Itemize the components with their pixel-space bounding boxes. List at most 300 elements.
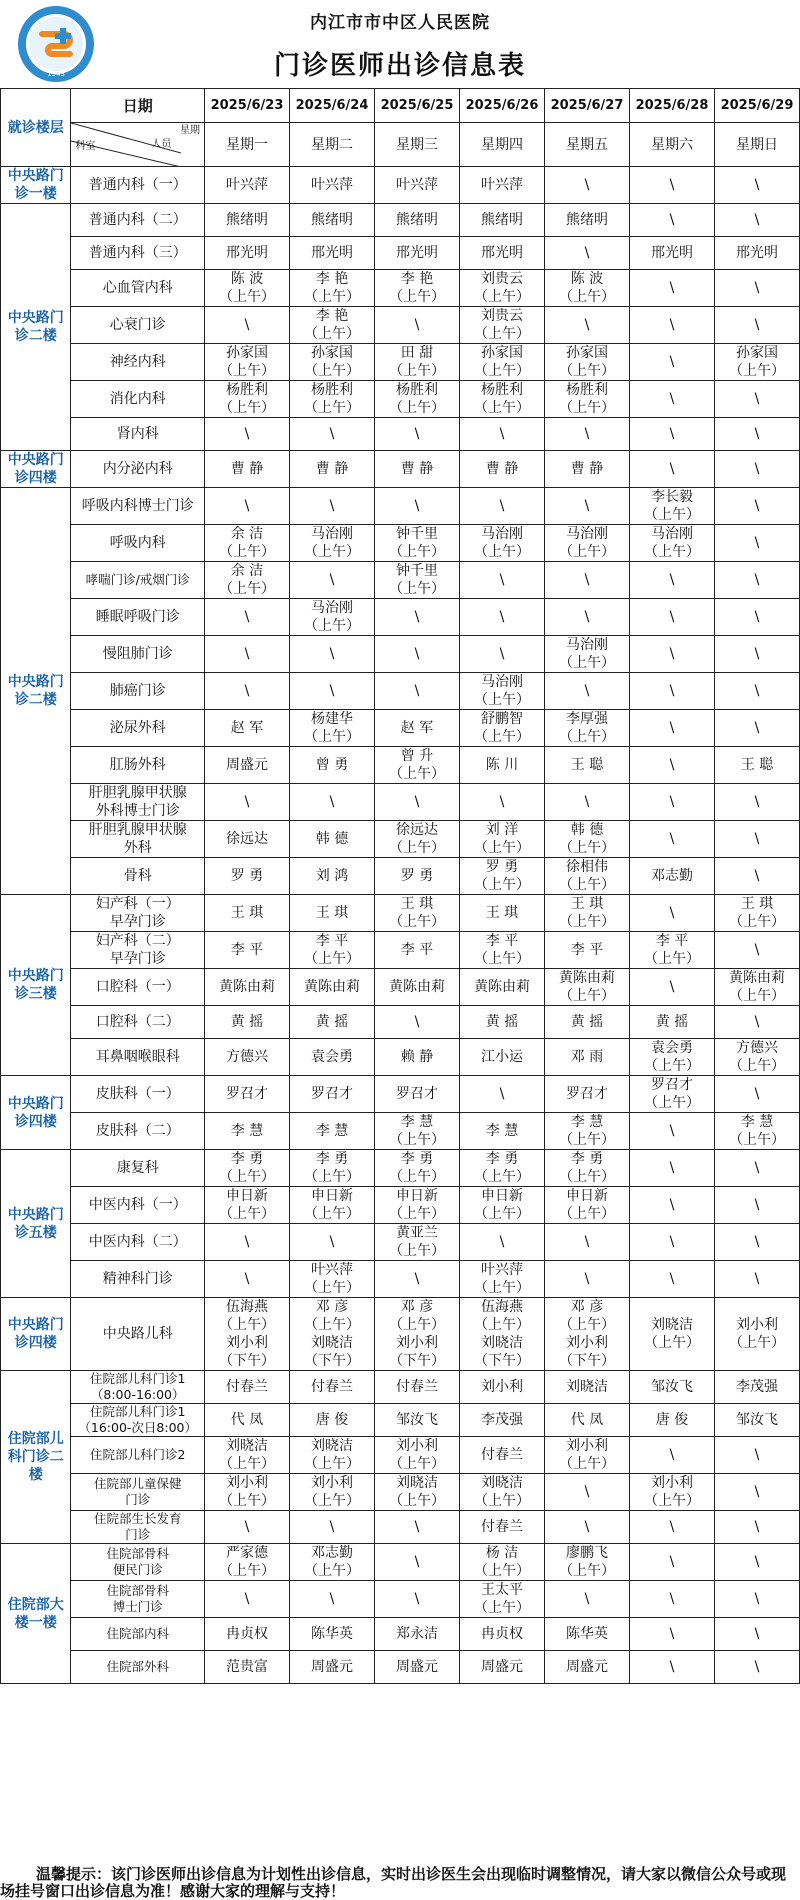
schedule-row [1, 1618, 800, 1651]
doctor-cell: 邢光明 [459, 237, 544, 270]
doctor-cell: \ [459, 784, 544, 821]
floor-cell: 住院部大楼一楼 [1, 1544, 71, 1684]
doctor-cell: \ [714, 858, 799, 895]
doctor-cell: 邢光明 [629, 237, 714, 270]
doctor-cell: 刘晓洁 （上午） [289, 1437, 374, 1474]
department-cell: 住院部儿科门诊2 [71, 1437, 205, 1474]
schedule-row [1, 747, 800, 784]
doctor-cell: \ [459, 1224, 544, 1261]
doctor-cell: 李 平 （上午） [459, 932, 544, 969]
doctor-cell: 孙家国 （上午） [544, 344, 629, 381]
doctor-cell: \ [289, 784, 374, 821]
doctor-cell: \ [629, 1511, 714, 1544]
doctor-cell: \ [289, 488, 374, 525]
doctor-cell: 黄陈由莉 （上午） [714, 969, 799, 1006]
doctor-cell: \ [289, 562, 374, 599]
schedule-row [1, 636, 800, 673]
doctor-cell: 陈华英 [289, 1618, 374, 1651]
schedule-row [1, 858, 800, 895]
weekday-axis-label: 星期 [179, 125, 200, 136]
department-cell: 住院部骨科 博士门诊 [71, 1581, 205, 1618]
doctor-cell: 黄陈由莉 [374, 969, 459, 1006]
doctor-cell: \ [714, 636, 799, 673]
doctor-cell: \ [714, 307, 799, 344]
doctor-cell: 杨胜利 （上午） [459, 381, 544, 418]
doctor-cell: \ [629, 204, 714, 237]
doctor-cell: 李 勇 （上午） [374, 1150, 459, 1187]
doctor-cell: 代 凤 [204, 1404, 289, 1437]
schedule-row [1, 1371, 800, 1404]
doctor-cell: 李 艳 （上午） [289, 270, 374, 307]
doctor-cell: \ [714, 381, 799, 418]
doctor-cell: 马治刚 （上午） [629, 525, 714, 562]
doctor-cell: 熊绪明 [459, 204, 544, 237]
doctor-cell: 李 平 [204, 932, 289, 969]
department-cell: 肛肠外科 [71, 747, 205, 784]
doctor-cell: 付春兰 [459, 1437, 544, 1474]
department-cell: 住院部儿科门诊1 （16:00-次日8:00） [71, 1404, 205, 1437]
date-header: 2025/6/29 [714, 89, 799, 123]
department-cell: 泌尿外科 [71, 710, 205, 747]
doctor-cell: 刘小利 （上午） [714, 1298, 799, 1371]
doctor-cell: 李 慧 （上午） [544, 1113, 629, 1150]
doctor-cell: 刘贵云 （上午） [459, 307, 544, 344]
doctor-cell: \ [714, 673, 799, 710]
doctor-cell: \ [714, 1651, 799, 1684]
date-header: 2025/6/23 [204, 89, 289, 123]
doctor-cell: 邓 彦 （上午） 刘晓洁 （下午） [289, 1298, 374, 1371]
doctor-cell: \ [544, 562, 629, 599]
schedule-row [1, 270, 800, 307]
doctor-cell: \ [629, 1261, 714, 1298]
doctor-cell: \ [714, 784, 799, 821]
weekday-header: 星期六 [629, 123, 714, 167]
doctor-cell: \ [629, 1437, 714, 1474]
department-cell: 口腔科（一） [71, 969, 205, 1006]
doctor-cell: 刘小利 （上午） [289, 1474, 374, 1511]
doctor-cell: 韩 德 （上午） [544, 821, 629, 858]
doctor-cell: \ [544, 418, 629, 451]
doctor-cell: \ [374, 636, 459, 673]
schedule-row [1, 237, 800, 270]
doctor-cell: 严家德 （上午） [204, 1544, 289, 1581]
doctor-cell: 马治刚 （上午） [289, 599, 374, 636]
doctor-cell: \ [714, 418, 799, 451]
doctor-cell: \ [374, 1511, 459, 1544]
doctor-cell: 刘小利 （上午） [544, 1437, 629, 1474]
doctor-cell: 郑永洁 [374, 1618, 459, 1651]
department-cell: 慢阻肺门诊 [71, 636, 205, 673]
doctor-cell: 陈 波 （上午） [204, 270, 289, 307]
doctor-cell: 冉贞权 [204, 1618, 289, 1651]
doctor-cell: 李 平 [374, 932, 459, 969]
doctor-cell: \ [289, 418, 374, 451]
doctor-cell: 曹 静 [289, 451, 374, 488]
department-cell: 住院部骨科 便民门诊 [71, 1544, 205, 1581]
doctor-cell: 叶兴萍 [289, 167, 374, 204]
doctor-cell: 叶兴萍 （上午） [289, 1261, 374, 1298]
doctor-cell: 刘 鸿 [289, 858, 374, 895]
doctor-cell: 曹 静 [204, 451, 289, 488]
doctor-cell: 付春兰 [459, 1511, 544, 1544]
doctor-cell: \ [714, 599, 799, 636]
doctor-cell: \ [714, 1544, 799, 1581]
department-cell: 骨科 [71, 858, 205, 895]
doctor-cell: 方德兴 （上午） [714, 1039, 799, 1076]
doctor-cell: \ [289, 636, 374, 673]
doctor-cell: 王 聪 [714, 747, 799, 784]
doctor-cell: 邢光明 [204, 237, 289, 270]
doctor-cell: 舒鹏智 （上午） [459, 710, 544, 747]
doctor-cell: 黄 摇 [459, 1006, 544, 1039]
doctor-cell: \ [629, 562, 714, 599]
department-cell: 皮肤科（一） [71, 1076, 205, 1113]
doctor-cell: \ [544, 1224, 629, 1261]
department-cell: 普通内科（二） [71, 204, 205, 237]
doctor-cell: \ [714, 270, 799, 307]
doctor-cell: 杨胜利 （上午） [289, 381, 374, 418]
doctor-cell: 马治刚 （上午） [544, 636, 629, 673]
doctor-cell: 王太平 （上午） [459, 1581, 544, 1618]
doctor-cell: \ [544, 673, 629, 710]
doctor-cell: \ [714, 1261, 799, 1298]
doctor-cell: 邢光明 [374, 237, 459, 270]
doctor-cell: 曾 勇 [289, 747, 374, 784]
doctor-cell: \ [629, 1651, 714, 1684]
doctor-cell: \ [544, 784, 629, 821]
floor-column-header: 就诊楼层 [1, 89, 71, 167]
doctor-cell: \ [374, 1544, 459, 1581]
doctor-cell: 邓 彦 （上午） 刘小利 （下午） [374, 1298, 459, 1371]
doctor-cell: 刘晓洁 （上午） [459, 1474, 544, 1511]
doctor-cell: 刘贵云 （上午） [459, 270, 544, 307]
doctor-cell: 申日新 （上午） [204, 1187, 289, 1224]
doctor-cell: 李 平 [544, 932, 629, 969]
weekday-header: 星期一 [204, 123, 289, 167]
doctor-cell: 申日新 （上午） [544, 1187, 629, 1224]
doctor-cell: 唐 俊 [289, 1404, 374, 1437]
diagonal-header-cell [71, 123, 205, 167]
doctor-cell: 周盛元 [289, 1651, 374, 1684]
schedule-row [1, 1224, 800, 1261]
department-cell: 精神科门诊 [71, 1261, 205, 1298]
doctor-cell: 申日新 （上午） [289, 1187, 374, 1224]
staff-axis-label: 人员 [151, 139, 172, 150]
doctor-cell: 伍海燕 （上午） 刘小利 （下午） [204, 1298, 289, 1371]
doctor-cell: 陈华英 [544, 1618, 629, 1651]
schedule-row [1, 562, 800, 599]
floor-cell: 中央路门诊二楼 [1, 488, 71, 895]
doctor-cell: \ [374, 784, 459, 821]
doctor-cell: 李 慧 [459, 1113, 544, 1150]
doctor-cell: 陈 川 [459, 747, 544, 784]
doctor-cell: 李 慧 （上午） [714, 1113, 799, 1150]
schedule-row [1, 784, 800, 821]
doctor-cell: \ [374, 488, 459, 525]
doctor-cell: \ [714, 1224, 799, 1261]
doctor-cell: \ [459, 599, 544, 636]
doctor-cell: 罗 勇 （上午） [459, 858, 544, 895]
doctor-cell: \ [714, 488, 799, 525]
doctor-cell: 曹 静 [374, 451, 459, 488]
doctor-cell: 李 勇 （上午） [544, 1150, 629, 1187]
schedule-row [1, 1076, 800, 1113]
doctor-cell: 徐相伟 （上午） [544, 858, 629, 895]
doctor-cell: 罗 勇 [204, 858, 289, 895]
doctor-cell: 田 甜 （上午） [374, 344, 459, 381]
doctor-cell: 赵 军 [204, 710, 289, 747]
doctor-cell: 孙家国 （上午） [714, 344, 799, 381]
doctor-cell: 罗召才 [544, 1076, 629, 1113]
floor-cell: 中央路门诊五楼 [1, 1150, 71, 1298]
doctor-cell: 罗召才 （上午） [629, 1076, 714, 1113]
floor-cell: 中央路门诊四楼 [1, 1298, 71, 1371]
doctor-cell: 王 聪 [544, 747, 629, 784]
floor-cell: 中央路门诊四楼 [1, 1076, 71, 1150]
doctor-cell: \ [714, 525, 799, 562]
schedule-row [1, 1150, 800, 1187]
doctor-cell: \ [714, 167, 799, 204]
doctor-cell: \ [629, 784, 714, 821]
department-cell: 住院部儿科门诊1 （8:00-16:00） [71, 1371, 205, 1404]
doctor-cell: 杨胜利 （上午） [374, 381, 459, 418]
department-cell: 住院部内科 [71, 1618, 205, 1651]
doctor-cell: \ [629, 673, 714, 710]
department-cell: 妇产科（一） 早孕门诊 [71, 895, 205, 932]
department-cell: 呼吸内科博士门诊 [71, 488, 205, 525]
doctor-cell: \ [629, 1113, 714, 1150]
doctor-cell: \ [204, 1581, 289, 1618]
doctor-cell: \ [544, 1581, 629, 1618]
doctor-cell: \ [714, 710, 799, 747]
department-cell: 中央路儿科 [71, 1298, 205, 1371]
schedule-table [0, 88, 800, 1684]
doctor-cell: \ [204, 1224, 289, 1261]
doctor-cell: 代 凤 [544, 1404, 629, 1437]
department-cell: 肾内科 [71, 418, 205, 451]
doctor-cell: \ [544, 1261, 629, 1298]
doctor-cell: 马治刚 （上午） [289, 525, 374, 562]
doctor-cell: \ [629, 167, 714, 204]
floor-cell: 中央路门诊四楼 [1, 451, 71, 488]
doctor-cell: 邹汝飞 [714, 1404, 799, 1437]
doctor-cell: 黄 摇 [629, 1006, 714, 1039]
doctor-cell: 李 勇 （上午） [204, 1150, 289, 1187]
schedule-row [1, 673, 800, 710]
floor-cell: 中央路门诊一楼 [1, 167, 71, 204]
doctor-cell: 刘晓洁 [544, 1371, 629, 1404]
doctor-cell: \ [289, 1224, 374, 1261]
hospital-name: 内江市市中区人民医院 [310, 13, 490, 33]
doctor-cell: \ [374, 418, 459, 451]
doctor-cell: 孙家国 （上午） [289, 344, 374, 381]
doctor-cell: 伍海燕 （上午） 刘晓洁 （下午） [459, 1298, 544, 1371]
doctor-cell: 徐远达 [204, 821, 289, 858]
doctor-cell: 黄陈由莉 [459, 969, 544, 1006]
department-cell: 心衰门诊 [71, 307, 205, 344]
doctor-cell: 叶兴萍 [374, 167, 459, 204]
weekday-header: 星期二 [289, 123, 374, 167]
department-cell: 康复科 [71, 1150, 205, 1187]
doctor-cell: \ [204, 1261, 289, 1298]
doctor-cell: 邢光明 [289, 237, 374, 270]
doctor-cell: 孙家国 （上午） [204, 344, 289, 381]
doctor-cell: 邹汝飞 [374, 1404, 459, 1437]
department-cell: 住院部生长发育 门诊 [71, 1511, 205, 1544]
doctor-cell: \ [204, 784, 289, 821]
department-cell: 中医内科（二） [71, 1224, 205, 1261]
doctor-cell: \ [629, 895, 714, 932]
doctor-cell: \ [544, 167, 629, 204]
doctor-cell: 马治刚 （上午） [459, 525, 544, 562]
weekday-header: 星期五 [544, 123, 629, 167]
doctor-cell: \ [714, 451, 799, 488]
weekday-header: 星期三 [374, 123, 459, 167]
doctor-cell: \ [204, 488, 289, 525]
date-header: 2025/6/25 [374, 89, 459, 123]
date-header: 2025/6/26 [459, 89, 544, 123]
doctor-cell: \ [629, 1187, 714, 1224]
date-label: 日期 [71, 89, 205, 123]
schedule-row [1, 167, 800, 204]
date-header: 2025/6/27 [544, 89, 629, 123]
doctor-cell: 刘小利 （上午） [204, 1474, 289, 1511]
schedule-row [1, 1113, 800, 1150]
doctor-cell: \ [289, 673, 374, 710]
doctor-cell: \ [629, 1581, 714, 1618]
doctor-cell: \ [714, 1618, 799, 1651]
doctor-cell: \ [629, 307, 714, 344]
doctor-cell: \ [629, 1544, 714, 1581]
doctor-cell: \ [629, 599, 714, 636]
doctor-cell: 黄 摇 [204, 1006, 289, 1039]
schedule-row [1, 1511, 800, 1544]
doctor-cell: 叶兴萍 （上午） [459, 1261, 544, 1298]
schedule-row [1, 1437, 800, 1474]
doctor-cell: 周盛元 [544, 1651, 629, 1684]
doctor-cell: 曹 静 [459, 451, 544, 488]
doctor-cell: \ [374, 599, 459, 636]
doctor-cell: 江小运 [459, 1039, 544, 1076]
doctor-cell: 赖 静 [374, 1039, 459, 1076]
doctor-cell: 叶兴萍 [204, 167, 289, 204]
doctor-cell: 刘小利 （上午） [374, 1437, 459, 1474]
schedule-row [1, 599, 800, 636]
department-cell: 哮喘门诊/戒烟门诊 [71, 562, 205, 599]
doctor-cell: \ [714, 1581, 799, 1618]
schedule-row [1, 344, 800, 381]
doctor-cell: 邓志勤 [629, 858, 714, 895]
doctor-cell: 王 琪 （上午） [544, 895, 629, 932]
doctor-cell: 申日新 （上午） [374, 1187, 459, 1224]
doctor-cell: 王 琪 （上午） [374, 895, 459, 932]
doctor-cell: 杨建华 （上午） [289, 710, 374, 747]
schedule-row [1, 1039, 800, 1076]
doctor-cell: 余 洁 （上午） [204, 562, 289, 599]
doctor-cell: 李 慧 [289, 1113, 374, 1150]
schedule-row [1, 381, 800, 418]
page-title: 门诊医师出诊信息表 [273, 51, 526, 81]
doctor-cell: 王 琪 [289, 895, 374, 932]
doctor-cell: 李长毅 （上午） [629, 488, 714, 525]
doctor-cell: 黄陈由莉 [289, 969, 374, 1006]
doctor-cell: \ [204, 673, 289, 710]
doctor-cell: 李茂强 [459, 1404, 544, 1437]
doctor-cell: \ [374, 1261, 459, 1298]
doctor-cell: \ [544, 237, 629, 270]
doctor-cell: \ [459, 636, 544, 673]
doctor-cell: 黄陈由莉 [204, 969, 289, 1006]
department-cell: 消化内科 [71, 381, 205, 418]
doctor-cell: 徐远达 （上午） [374, 821, 459, 858]
doctor-cell: 罗召才 [204, 1076, 289, 1113]
doctor-cell: \ [204, 1511, 289, 1544]
doctor-cell: \ [714, 821, 799, 858]
doctor-cell: \ [204, 636, 289, 673]
schedule-row [1, 1187, 800, 1224]
department-cell: 中医内科（一） [71, 1187, 205, 1224]
doctor-cell: 王 琪 （上午） [714, 895, 799, 932]
schedule-row [1, 1581, 800, 1618]
doctor-cell: \ [714, 1511, 799, 1544]
schedule-row [1, 1544, 800, 1581]
floor-cell: 住院部儿科门诊二楼 [1, 1371, 71, 1544]
doctor-cell: \ [374, 673, 459, 710]
doctor-cell: 罗召才 [289, 1076, 374, 1113]
doctor-cell: \ [459, 488, 544, 525]
doctor-cell: 周盛元 [204, 747, 289, 784]
doctor-cell: \ [629, 344, 714, 381]
schedule-row [1, 1006, 800, 1039]
doctor-cell: 王 琪 [459, 895, 544, 932]
department-cell: 普通内科（三） [71, 237, 205, 270]
department-cell: 睡眠呼吸门诊 [71, 599, 205, 636]
doctor-cell: \ [629, 636, 714, 673]
doctor-cell: \ [204, 418, 289, 451]
doctor-cell: 李 艳 （上午） [289, 307, 374, 344]
doctor-cell: 李厚强 （上午） [544, 710, 629, 747]
doctor-cell: 李 勇 （上午） [289, 1150, 374, 1187]
doctor-cell: \ [374, 1581, 459, 1618]
doctor-cell: 马治刚 （上午） [544, 525, 629, 562]
schedule-row [1, 710, 800, 747]
schedule-row [1, 1651, 800, 1684]
doctor-cell: \ [714, 1474, 799, 1511]
doctor-cell: 方德兴 [204, 1039, 289, 1076]
department-cell: 内分泌内科 [71, 451, 205, 488]
doctor-cell: 李 慧 [204, 1113, 289, 1150]
doctor-cell: \ [714, 1150, 799, 1187]
doctor-cell: \ [629, 710, 714, 747]
doctor-cell: 唐 俊 [629, 1404, 714, 1437]
doctor-cell: \ [374, 1006, 459, 1039]
doctor-cell: 刘晓洁 （上午） [629, 1298, 714, 1371]
doctor-cell: \ [714, 1076, 799, 1113]
doctor-cell: 曹 静 [544, 451, 629, 488]
doctor-cell: 付春兰 [374, 1371, 459, 1404]
dept-axis-label: 科室 [75, 141, 96, 152]
doctor-cell: 熊绪明 [289, 204, 374, 237]
doctor-cell: 周盛元 [459, 1651, 544, 1684]
doctor-cell: \ [714, 204, 799, 237]
department-cell: 心血管内科 [71, 270, 205, 307]
doctor-cell: 钟千里 （上午） [374, 562, 459, 599]
doctor-cell: \ [289, 1511, 374, 1544]
doctor-cell: 刘小利 （上午） [629, 1474, 714, 1511]
doctor-cell: \ [714, 1006, 799, 1039]
doctor-cell: \ [544, 1474, 629, 1511]
doctor-cell: \ [459, 418, 544, 451]
